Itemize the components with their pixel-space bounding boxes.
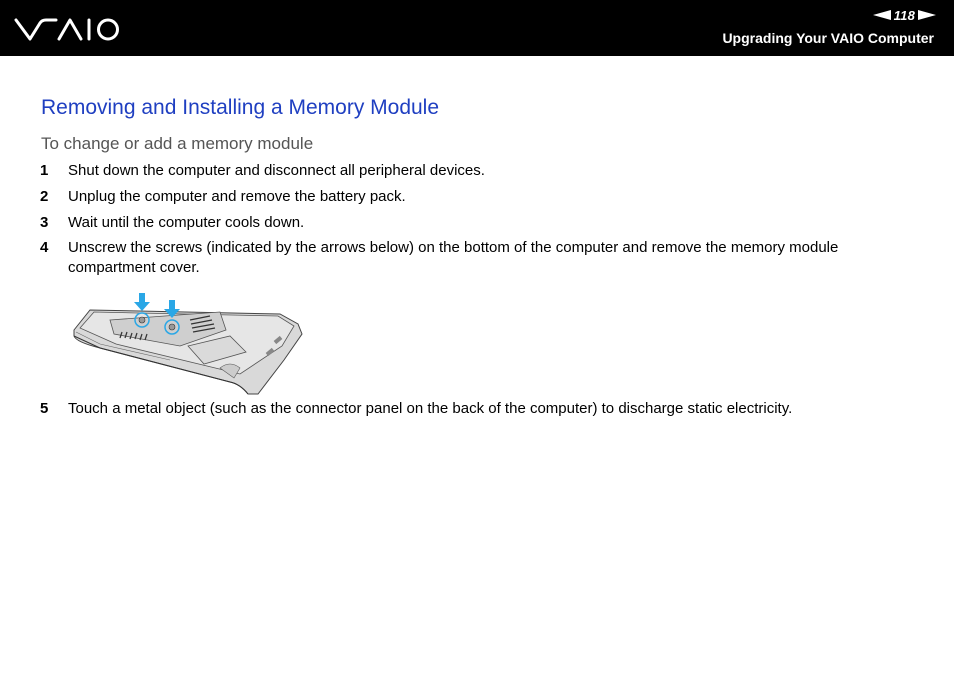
step-text: Touch a metal object (such as the connector panel on the back of the computer) to discharge static electricity. [68, 400, 793, 417]
page-title: Removing and Installing a Memory Module [41, 96, 440, 119]
previous-page-icon[interactable] [873, 10, 891, 20]
step-2 [40, 187, 920, 207]
step-text: Shut down the computer and disconnect all peripheral devices. [68, 162, 485, 179]
step-4 [40, 238, 920, 278]
step-5 [40, 399, 920, 419]
vaio-logo [14, 14, 122, 44]
section-title: Upgrading Your VAIO Computer [722, 30, 934, 46]
step-number: 1 [40, 162, 49, 179]
step-number: 2 [40, 188, 49, 205]
step-number: 3 [40, 214, 49, 231]
procedure-subtitle: To change or add a memory module [41, 134, 314, 153]
next-page-icon[interactable] [918, 10, 936, 20]
step-number: 5 [40, 400, 49, 417]
step-text: Unplug the computer and remove the battery pack. [68, 188, 406, 205]
step-3 [40, 213, 920, 233]
step-text: Wait until the computer cools down. [68, 214, 305, 231]
page-header [0, 0, 954, 56]
page-number: 118 [893, 7, 915, 23]
screw-arrow-icon [134, 293, 150, 311]
step-1 [40, 161, 920, 181]
step-text: Unscrew the screws (indicated by the arrows below) on the bottom of the computer and remove the memory module compartment cover. [68, 239, 839, 276]
step-number: 4 [40, 239, 49, 256]
laptop-bottom-illustration [70, 290, 306, 398]
page-navigator [873, 7, 936, 23]
